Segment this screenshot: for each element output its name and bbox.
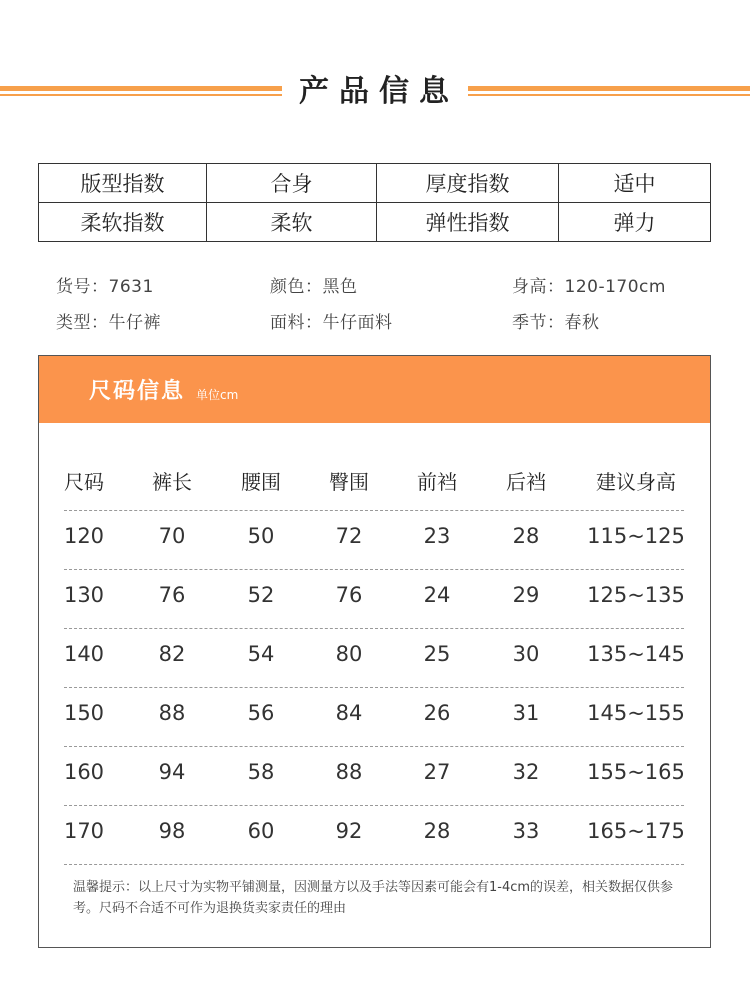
- attribute-table: [38, 163, 711, 242]
- table-cell: 88: [158, 701, 186, 725]
- header-line-left: [0, 86, 282, 91]
- header-line-right: [468, 86, 750, 91]
- attribute-row: [39, 164, 711, 203]
- column-header: 臀围: [329, 470, 369, 494]
- attr-value: 弹力: [559, 203, 711, 242]
- table-cell: 72: [335, 524, 363, 548]
- attr-label: 柔软指数: [39, 203, 207, 242]
- page-title: 产品信息: [299, 74, 459, 109]
- table-cell: 135~145: [587, 642, 685, 666]
- table-cell: 60: [247, 819, 275, 843]
- table-cell: 50: [247, 524, 275, 548]
- table-cell: 84: [335, 701, 363, 725]
- table-cell: 160: [63, 760, 105, 784]
- table-row: [64, 511, 684, 570]
- table-cell: 140: [63, 642, 105, 666]
- column-header: 建议身高: [596, 470, 676, 494]
- attr-label: 弹性指数: [377, 203, 559, 242]
- table-cell: 88: [335, 760, 363, 784]
- table-row: [64, 688, 684, 747]
- spec-fabric: 面料：牛仔面料: [270, 313, 393, 333]
- table-row: [64, 629, 684, 688]
- table-cell: 24: [423, 583, 451, 607]
- attr-value: 柔软: [207, 203, 377, 242]
- table-cell: 165~175: [587, 819, 685, 843]
- product-specs: [56, 272, 716, 344]
- table-cell: 80: [335, 642, 363, 666]
- attr-label: 厚度指数: [377, 164, 559, 203]
- table-cell: 155~165: [587, 760, 685, 784]
- table-cell: 30: [512, 642, 540, 666]
- table-cell: 76: [335, 583, 363, 607]
- table-row: [64, 806, 684, 865]
- spec-season: 季节：春秋: [512, 313, 600, 333]
- table-cell: 92: [335, 819, 363, 843]
- table-cell: 94: [158, 760, 186, 784]
- column-header: 腰围: [241, 470, 281, 494]
- size-chart-unit: 单位cm: [196, 388, 239, 402]
- table-cell: 98: [158, 819, 186, 843]
- table-cell: 25: [423, 642, 451, 666]
- column-header: 尺码: [64, 470, 104, 494]
- table-cell: 170: [63, 819, 105, 843]
- size-chart-title: 尺码信息: [89, 379, 186, 404]
- table-cell: 150: [63, 701, 105, 725]
- attr-value: 适中: [559, 164, 711, 203]
- table-row: [64, 747, 684, 806]
- spec-type: 类型：牛仔裤: [56, 313, 161, 333]
- table-cell: 32: [512, 760, 540, 784]
- table-cell: 125~135: [587, 583, 685, 607]
- size-table-body: [64, 511, 684, 865]
- table-cell: 82: [158, 642, 186, 666]
- table-cell: 23: [423, 524, 451, 548]
- table-cell: 29: [512, 583, 540, 607]
- table-row: [64, 570, 684, 629]
- table-cell: 31: [512, 701, 540, 725]
- table-cell: 115~125: [587, 524, 685, 548]
- table-cell: 120: [63, 524, 105, 548]
- spec-row: [56, 308, 716, 344]
- table-cell: 52: [247, 583, 275, 607]
- section-header: [0, 62, 750, 112]
- size-chart-header: [39, 356, 710, 423]
- size-chart: [38, 355, 711, 948]
- table-cell: 58: [247, 760, 275, 784]
- table-cell: 27: [423, 760, 451, 784]
- size-note: [73, 877, 693, 919]
- table-cell: 26: [423, 701, 451, 725]
- column-header: 前裆: [417, 470, 457, 494]
- table-cell: 33: [512, 819, 540, 843]
- size-table-header: [64, 452, 684, 511]
- table-cell: 56: [247, 701, 275, 725]
- table-cell: 130: [63, 583, 105, 607]
- spec-color: 颜色：黑色: [270, 277, 358, 297]
- spec-height: 身高：120-170cm: [512, 277, 666, 297]
- note-text: 以上尺寸为实物平铺测量，因测量方以及手法等因素可能会有1-4cm的误差，相关数据仅供参考。尺码不合适不可作为退换货卖家责任的理由: [73, 880, 674, 916]
- table-cell: 28: [423, 819, 451, 843]
- table-cell: 76: [158, 583, 186, 607]
- size-table: [64, 452, 684, 865]
- table-cell: 28: [512, 524, 540, 548]
- attr-label: 版型指数: [39, 164, 207, 203]
- table-cell: 54: [247, 642, 275, 666]
- column-header: 裤长: [152, 470, 192, 494]
- table-cell: 145~155: [587, 701, 685, 725]
- table-cell: 70: [158, 524, 186, 548]
- spec-item-no: 货号：7631: [56, 277, 154, 297]
- note-label: 温馨提示：: [73, 880, 139, 895]
- spec-row: [56, 272, 716, 308]
- column-header: 后裆: [506, 470, 546, 494]
- attribute-row: [39, 203, 711, 242]
- attr-value: 合身: [207, 164, 377, 203]
